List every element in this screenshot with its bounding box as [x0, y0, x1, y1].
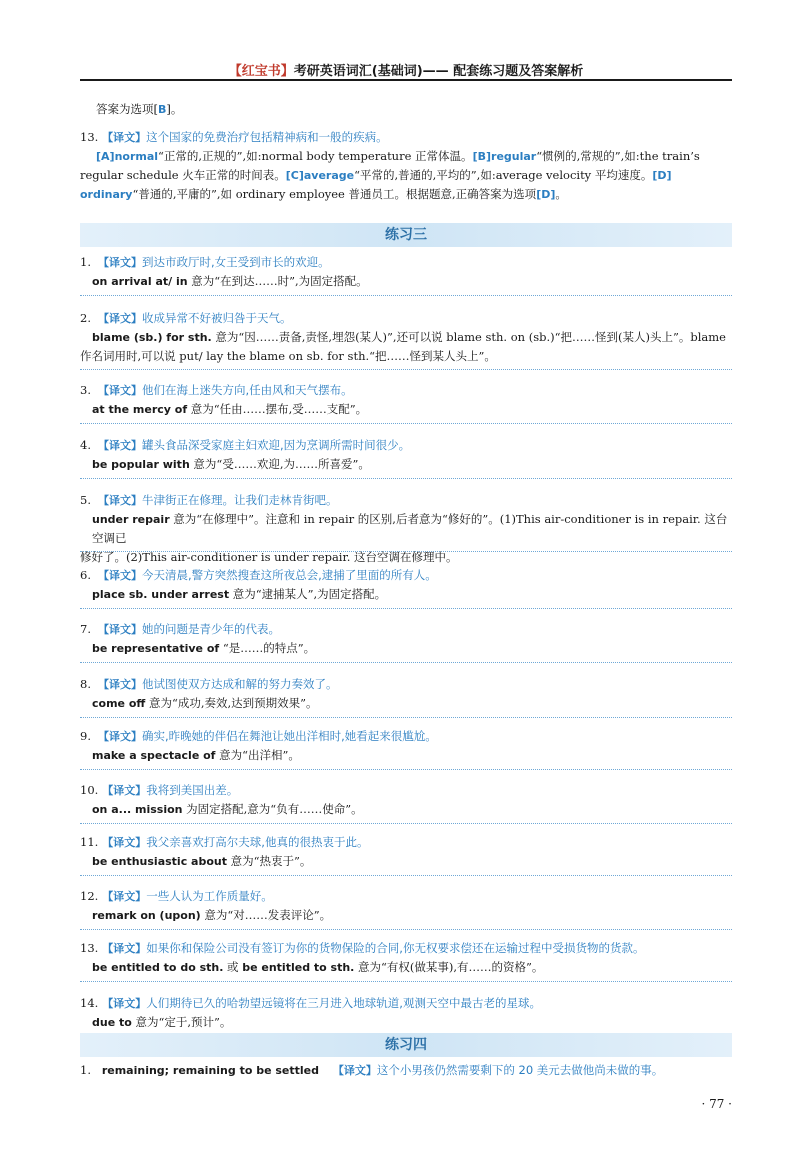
- translation-text: 他试图使双方达成和解的努力奏效了。: [142, 677, 338, 691]
- keyword: A: [101, 150, 110, 163]
- explanation-text: 意为“任由……摆布,受……支配”。: [187, 402, 368, 416]
- explanation-line: [80, 510, 732, 548]
- exercise-item: [80, 727, 732, 765]
- translation-text: 确实,昨晚她的伴侣在舞池让她出洋相时,她看起来很尴尬。: [142, 729, 437, 743]
- keyword: be popular with: [92, 458, 190, 471]
- explanation-line: [80, 746, 732, 765]
- translation-tag: 【译文】: [102, 942, 147, 955]
- item-separator: [80, 929, 732, 930]
- explanation-text: 修好了。(2)This air-conditioner is under repair. 这台空调在修理中。: [80, 550, 458, 564]
- item-number: 11.: [80, 835, 99, 849]
- exercise-item: [80, 887, 732, 925]
- item-number: 2.: [80, 311, 91, 325]
- item-number: 9.: [80, 729, 91, 743]
- item-separator: [80, 875, 732, 876]
- item-separator: [80, 769, 732, 770]
- explanation-text: 作名词用时,可以说 put/ lay the blame on sb. for sth.“把……怪到某人头上”。: [80, 349, 496, 363]
- section-title: 练习三: [385, 227, 427, 243]
- explanation-line: [80, 455, 732, 474]
- keyword: be enthusiastic about: [92, 855, 227, 868]
- explanation-text: 意为“受……欢迎,为……所喜爱”。: [189, 457, 370, 471]
- exercise-item: [80, 939, 732, 977]
- exercise-item: [80, 381, 732, 419]
- exercise-item: [80, 781, 732, 819]
- keyword: due to: [92, 1016, 132, 1029]
- page-number: · 77 ·: [701, 1097, 732, 1111]
- translation-text: 这个国家的免费治疗包括精神病和一般的疾病。: [146, 130, 388, 144]
- translation-tag: 【译文】: [98, 623, 142, 636]
- explanation-line: [80, 347, 732, 366]
- translation-tag: 【译文】: [98, 312, 142, 325]
- explanation-text: “是……的特点”。: [219, 641, 316, 655]
- item-separator: [80, 717, 732, 718]
- keyword: regular: [491, 150, 537, 163]
- item-number: 7.: [80, 622, 91, 636]
- keyword: on arrival at/ in: [92, 275, 188, 288]
- translation-tag: 【译文】: [102, 784, 147, 797]
- exercise-item: [80, 620, 732, 658]
- keyword: [D]: [652, 169, 672, 182]
- item-number: 1.: [80, 255, 91, 269]
- item-number: 6.: [80, 568, 91, 582]
- explanation-line: [80, 147, 732, 166]
- header-title: 考研英语词汇(基础词)—— 配套练习题及答案解析: [293, 64, 584, 79]
- translation-text: 一些人认为工作质量好。: [146, 889, 273, 903]
- keyword: ordinary: [80, 188, 133, 201]
- item-number: 14.: [80, 996, 99, 1010]
- explanation-text: regular schedule 火车正常的时间表。: [80, 168, 286, 182]
- keyword: average: [303, 169, 355, 182]
- exercise-item: [80, 309, 732, 366]
- explanation-line: [80, 800, 732, 819]
- prev-answer-letter: B: [158, 103, 167, 116]
- explanation-line: [80, 958, 732, 977]
- header-brand: 【红宝书】: [228, 64, 294, 79]
- explanation-text: 意为“在到达……时”,为固定搭配。: [187, 274, 368, 288]
- explanation-text: 。: [555, 187, 567, 201]
- keyword: place sb. under arrest: [92, 588, 230, 601]
- explanation-line: [80, 1013, 732, 1032]
- prev-answer-end: ]。: [166, 102, 183, 116]
- translation-text: 如果你和保险公司没有签订为你的货物保险的合同,你无权要求偿还在运输过程中受损货物的货款。: [146, 941, 645, 955]
- keyword: [B]: [472, 150, 492, 163]
- translation-text: 她的问题是青少年的代表。: [142, 622, 280, 636]
- explanation-text: “平常的,普通的,平均的”,如:average velocity 平均速度。: [354, 168, 653, 182]
- translation-tag: 【译文】: [98, 678, 142, 691]
- item-number: 3.: [80, 383, 91, 397]
- translation-text: 罐头食品深受家庭主妇欢迎,因为烹调所需时间很少。: [142, 438, 411, 452]
- item-separator: [80, 823, 732, 824]
- translation-text: 收成异常不好被归咎于天气。: [142, 311, 292, 325]
- exercise-item: [80, 994, 732, 1032]
- translation-tag: 【译文】: [98, 384, 142, 397]
- keyword: blame (sb.) for sth.: [92, 331, 212, 344]
- keyword: under repair: [92, 513, 170, 526]
- explanation-text: “正常的,正规的”,如:normal body temperature 正常体温。: [158, 149, 473, 163]
- keyword: be entitled to do sth.: [92, 961, 224, 974]
- running-header: [80, 60, 732, 79]
- explanation-text: 意为“出洋相”。: [215, 748, 300, 762]
- keyword: remark on (upon): [92, 909, 201, 922]
- answer-text: remaining; remaining to be settled: [101, 1064, 320, 1077]
- explanation-text: 为固定搭配,意为“负有……使命”。: [182, 802, 363, 816]
- translation-text: 我将到美国出差。: [146, 783, 239, 797]
- explanation-line: [80, 694, 732, 713]
- section-title: 练习四: [385, 1037, 427, 1053]
- translation-text: 人们期待已久的哈勃望远镜将在三月进入地球轨道,观测天空中最古老的星球。: [146, 996, 541, 1010]
- exercise-item: [80, 675, 732, 713]
- explanation-line: [80, 906, 732, 925]
- keyword: normal: [114, 150, 159, 163]
- item-number: 13.: [80, 130, 99, 144]
- explanation-text: 意为“逮捕某人”,为固定搭配。: [229, 587, 387, 601]
- section-4-item-1: [80, 1061, 732, 1080]
- keyword: on a... mission: [92, 803, 183, 816]
- item-separator: [80, 662, 732, 663]
- keyword: come off: [92, 697, 146, 710]
- keyword: at the mercy of: [92, 403, 188, 416]
- keyword: [D]: [536, 188, 556, 201]
- explanation-text: 或: [223, 960, 243, 974]
- keyword: [: [96, 150, 102, 163]
- translation-text: 到达市政厅时,女王受到市长的欢迎。: [142, 255, 330, 269]
- explanation-line: [80, 185, 732, 204]
- translation-text: 他们在海上迷失方向,任由风和天气摆布。: [142, 383, 353, 397]
- translation-text: 牛津街正在修理。让我们走林肯街吧。: [142, 493, 338, 507]
- explanation-text: 意为“热衷于”。: [227, 854, 312, 868]
- explanation-text: 意为“在修理中”。注意和 in repair 的区别,后者意为“修好的”。(1)This air-conditioner is in repair. 这台空调已: [92, 512, 728, 545]
- explanation-text: 意为“有权(做某事),有……的资格”。: [354, 960, 544, 974]
- section-title-band: [80, 1033, 732, 1057]
- translation-tag: 【译文】: [102, 997, 147, 1010]
- translation-tag: 【译文】: [98, 256, 142, 269]
- explanation-text: 意为“成功,奏效,达到预期效果”。: [145, 696, 318, 710]
- keyword: be representative of: [92, 642, 220, 655]
- item-number: 4.: [80, 438, 91, 452]
- keyword: make a spectacle of: [92, 749, 216, 762]
- item-separator: [80, 608, 732, 609]
- exercise-item: [80, 833, 732, 871]
- translation-text: 我父亲喜欢打高尔夫球,他真的很热衷于此。: [146, 835, 369, 849]
- explanation-line: [80, 328, 732, 347]
- translation-tag: 【译文】: [102, 890, 147, 903]
- section-title-band: [80, 223, 732, 247]
- explanation-text: 意为“定于,预计”。: [131, 1015, 232, 1029]
- keyword: be entitled to sth.: [242, 961, 355, 974]
- header-rule: [80, 79, 732, 81]
- item-number: 1.: [80, 1063, 91, 1077]
- translation-tag: 【译文】: [102, 836, 147, 849]
- prev-answer-text: 答案为选项[: [96, 102, 158, 116]
- item-separator: [80, 295, 732, 296]
- explanation-line: [80, 852, 732, 871]
- translation-tag: 【译文】: [98, 569, 142, 582]
- item-separator: [80, 369, 732, 370]
- keyword: ]: [109, 150, 115, 163]
- explanation-line: [80, 400, 732, 419]
- explanation-text: “普通的,平庸的”,如 ordinary employee 普通员工。根据题意,正确答案为选项: [132, 187, 537, 201]
- exercise-item: [80, 491, 732, 567]
- item-separator: [80, 551, 732, 552]
- translation-text: 这个小男孩仍然需要剩下的 20 美元去做他尚未做的事。: [376, 1063, 664, 1077]
- translation-tag: 【译文】: [332, 1064, 377, 1077]
- exercise-item: [80, 253, 732, 291]
- translation-tag: 【译文】: [98, 494, 142, 507]
- item-separator: [80, 981, 732, 982]
- explanation-line: [80, 639, 732, 658]
- item-separator: [80, 423, 732, 424]
- item-separator: [80, 478, 732, 479]
- prev-item-13: [80, 128, 732, 204]
- prev-answer-line: [80, 100, 732, 119]
- item-number: 8.: [80, 677, 91, 691]
- translation-text: 今天清晨,警方突然搜查这所夜总会,逮捕了里面的所有人。: [142, 568, 437, 582]
- translation-tag: 【译文】: [98, 730, 142, 743]
- explanation-line: [80, 585, 732, 604]
- item-number: 12.: [80, 889, 99, 903]
- exercise-item: [80, 436, 732, 474]
- explanation-text: 意为“对……发表评论”。: [200, 908, 332, 922]
- explanation-text: “惯例的,常规的”,如:the train’s: [536, 149, 700, 163]
- translation-tag: 【译文】: [102, 131, 147, 144]
- explanation-text: 意为“因……责备,责怪,埋怨(某人)”,还可以说 blame sth. on (sb.)“把……怪到(某人)头上”。blame: [211, 330, 726, 344]
- item-number: 5.: [80, 493, 91, 507]
- keyword: [C]: [285, 169, 304, 182]
- translation-tag: 【译文】: [98, 439, 142, 452]
- explanation-line: [80, 166, 732, 185]
- explanation-line: [80, 272, 732, 291]
- exercise-item: [80, 566, 732, 604]
- item-number: 10.: [80, 783, 99, 797]
- item-number: 13.: [80, 941, 99, 955]
